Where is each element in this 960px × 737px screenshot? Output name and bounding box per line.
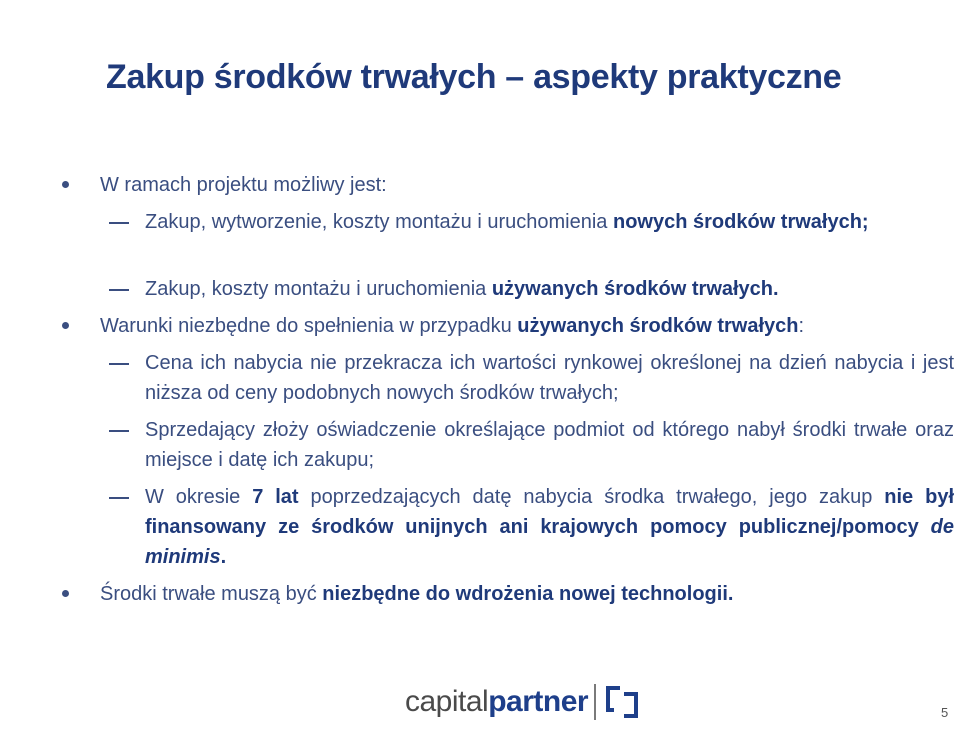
dash-icon — [109, 289, 129, 291]
bullet-dot-icon — [62, 322, 69, 329]
dash-icon — [109, 430, 129, 432]
capitalpartner-logo: capitalpartner — [405, 682, 640, 722]
sub-bullet-item: W okresie 7 lat poprzedzających datę nabycia środka trwałego, jego zakup nie był finansowany ze środków unijnych ani krajowych pomocy publicznej/pomocy de minimis. — [145, 482, 954, 572]
logo-divider — [594, 684, 596, 720]
bullet-item: W ramach projektu możliwy jest: — [100, 170, 954, 200]
dash-icon — [109, 497, 129, 499]
sub-bullet-item: Sprzedający złoży oświadczenie określające podmiot od którego nabył środki trwałe oraz miejsce i datę ich zakupu; — [145, 415, 954, 475]
dash-icon — [109, 363, 129, 365]
logo-bracket-icon — [604, 684, 640, 720]
bullet-dot-icon — [62, 590, 69, 597]
bullet-dot-icon — [62, 181, 69, 188]
dash-icon — [109, 222, 129, 224]
sub-bullet-item: Cena ich nabycia nie przekracza ich wartości rynkowej określonej na dzień nabycia i jest niższa od ceny podobnych nowych środków trwałych; — [145, 348, 954, 408]
bullet-item: Warunki niezbędne do spełnienia w przypadku używanych środków trwałych: — [100, 311, 954, 341]
sub-bullet-item: Zakup, koszty montażu i uruchomienia używanych środków trwałych. — [145, 274, 954, 304]
sub-bullet-item: Zakup, wytworzenie, koszty montażu i uruchomienia nowych środków trwałych; — [145, 207, 954, 237]
slide-title: Zakup środków trwałych – aspekty praktyczne — [106, 58, 842, 96]
page-number: 5 — [941, 705, 949, 720]
bullet-item: Środki trwałe muszą być niezbędne do wdrożenia nowej technologii. — [100, 579, 954, 609]
